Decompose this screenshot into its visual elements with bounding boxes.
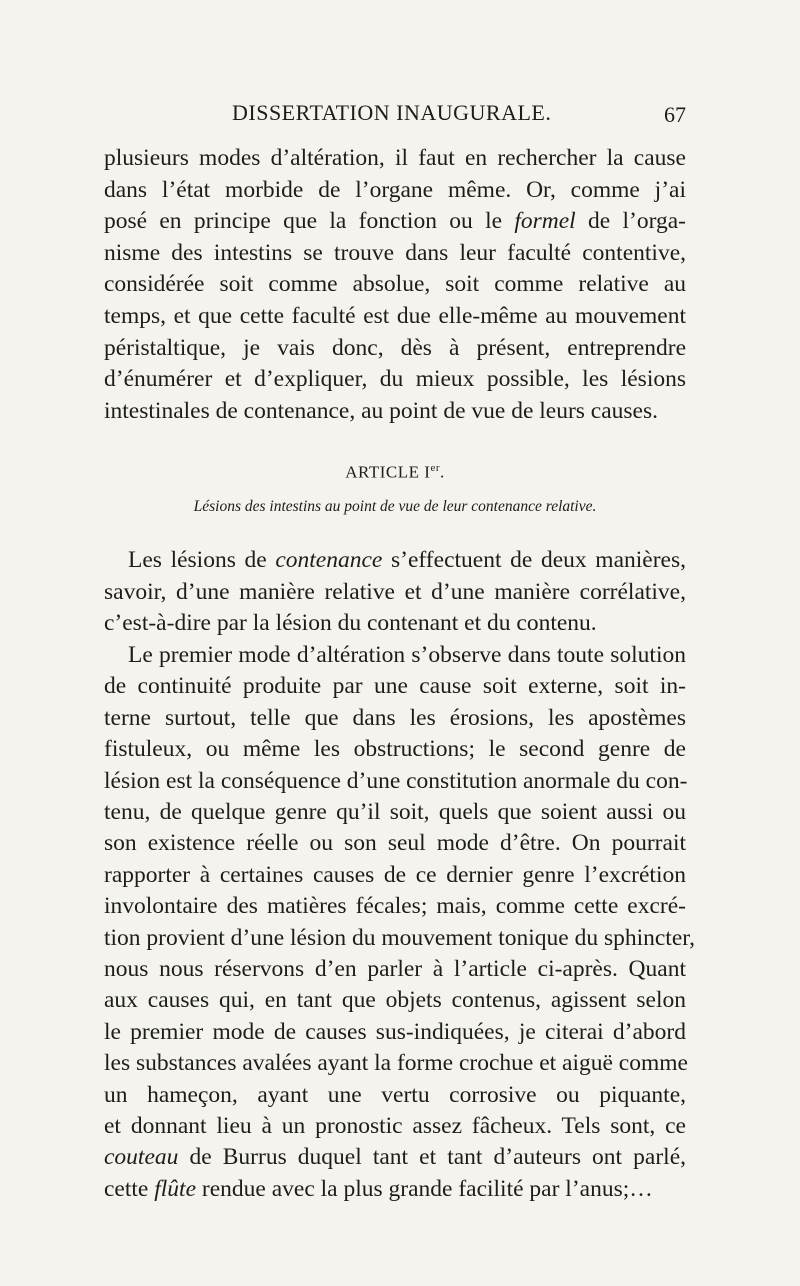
text-run: temps, et que cette faculté est due elle-même au mouvement <box>104 303 686 329</box>
text-run: d’énumérer et d’expliquer, du mieux possible, les lésions <box>104 366 686 393</box>
text-line <box>104 1048 686 1078</box>
text-line <box>104 797 686 827</box>
text-run: nous nous réservons d’en parler à l’article ci-après. Quant <box>104 956 686 982</box>
text-run: cette <box>104 1175 155 1202</box>
text-line <box>104 703 686 733</box>
text-run: considérée soit comme absolue, soit comme relative au <box>104 271 686 298</box>
article-heading-sup: er <box>430 462 440 474</box>
text-line <box>104 1174 686 1204</box>
text-run: plusieurs modes d’altération, il faut en rechercher la cause <box>104 145 686 171</box>
text-line <box>104 734 686 764</box>
page-number: 67 <box>664 102 686 127</box>
text-line <box>104 1111 686 1141</box>
text-line <box>104 1142 686 1172</box>
article-heading-text: ARTICLE I <box>345 462 431 482</box>
text-line <box>104 301 686 331</box>
text-run: tenu, de quelque genre qu’il soit, quels que soient aussi ou <box>104 799 686 825</box>
text-line <box>104 923 696 953</box>
text-run: un hameçon, ayant une vertu corrosive ou piquante, <box>104 1081 686 1108</box>
running-title: DISSERTATION INAUGURALE. <box>232 100 552 125</box>
text-run: péristaltique, je vais donc, dès à présent, entreprendre <box>104 334 686 361</box>
text-line <box>104 206 686 236</box>
text-line <box>104 640 686 670</box>
text-run: s’effectuent de deux manières, <box>382 547 686 573</box>
text-run: rendue avec la plus grande facilité par l’anus;… <box>196 1175 653 1202</box>
text-run: fistuleux, ou même les obstructions; le second genre de <box>104 736 686 763</box>
text-line <box>104 608 686 638</box>
text-line <box>104 577 686 607</box>
text-line <box>104 860 686 890</box>
text-line <box>104 238 686 268</box>
text-line <box>104 954 686 984</box>
text-run: de continuité produite par une cause soit externe, soit in- <box>104 673 686 700</box>
text-line <box>104 891 686 921</box>
text-line <box>104 1017 686 1047</box>
text-line <box>104 333 686 363</box>
text-line <box>104 1080 686 1110</box>
text-line <box>104 766 686 796</box>
italic-word: contenance <box>275 547 383 573</box>
text-line <box>104 269 686 299</box>
article-heading: ARTICLE Ier. <box>345 462 445 482</box>
text-run: lésion est la conséquence d’une constitution anormale du con- <box>104 767 688 794</box>
text-line <box>104 143 686 173</box>
text-run: terne surtout, telle que dans les érosions, les apostèmes <box>104 704 686 731</box>
text-run: posé en principe que la fonction ou le <box>104 208 515 235</box>
text-run: rapporter à certaines causes de ce dernier genre l’excrétion <box>104 861 686 888</box>
text-run: et donnant lieu à un pronostic assez fâcheux. Tels sont, ce <box>104 1113 686 1139</box>
italic-word: formel <box>514 208 576 235</box>
text-run: dans l’état morbide de l’organe même. Or, comme j’ai <box>104 176 686 203</box>
text-run: intestinales de contenance, au point de vue de leurs causes. <box>104 397 659 424</box>
text-run: involontaire des matières fécales; mais, comme cette excré- <box>104 893 686 920</box>
text-line <box>104 828 686 858</box>
text-run: de l’orga- <box>575 208 686 235</box>
text-line <box>104 364 686 394</box>
text-line <box>104 545 686 575</box>
text-run: Les lésions de <box>128 547 276 573</box>
text-line <box>104 671 686 701</box>
article-subtitle: Lésions des intestins au point de vue de leur contenance relative. <box>193 498 597 515</box>
text-run: son existence réelle ou son seul mode d’être. On pourrait <box>104 830 686 857</box>
text-run: savoir, d’une manière relative et d’une manière corrélative, <box>104 578 686 605</box>
text-line <box>104 985 686 1015</box>
text-run: les substances avalées ayant la forme crochue et aiguë comme <box>104 1050 688 1077</box>
text-run: le premier mode de causes sus-indiquées, je citerai d’abord <box>104 1018 686 1045</box>
running-head <box>104 100 686 134</box>
text-run: de Burrus duquel tant et tant d’auteurs ont parlé, <box>178 1144 686 1171</box>
italic-word: couteau <box>104 1144 179 1171</box>
text-run: tion provient d’une lésion du mouvement tonique du sphincter, <box>104 924 696 951</box>
text-line <box>104 175 686 205</box>
italic-word: flûte <box>154 1175 197 1202</box>
text-run: aux causes qui, en tant que objets contenus, agissent selon <box>104 987 686 1014</box>
text-run: nisme des intestins se trouve dans leur faculté contentive, <box>104 239 686 266</box>
text-run: c’est-à-dire par la lésion du contenant et du contenu. <box>104 610 597 636</box>
text-run: Le premier mode d’altération s’observe dans toute solution <box>128 642 686 668</box>
text-line <box>104 396 686 426</box>
